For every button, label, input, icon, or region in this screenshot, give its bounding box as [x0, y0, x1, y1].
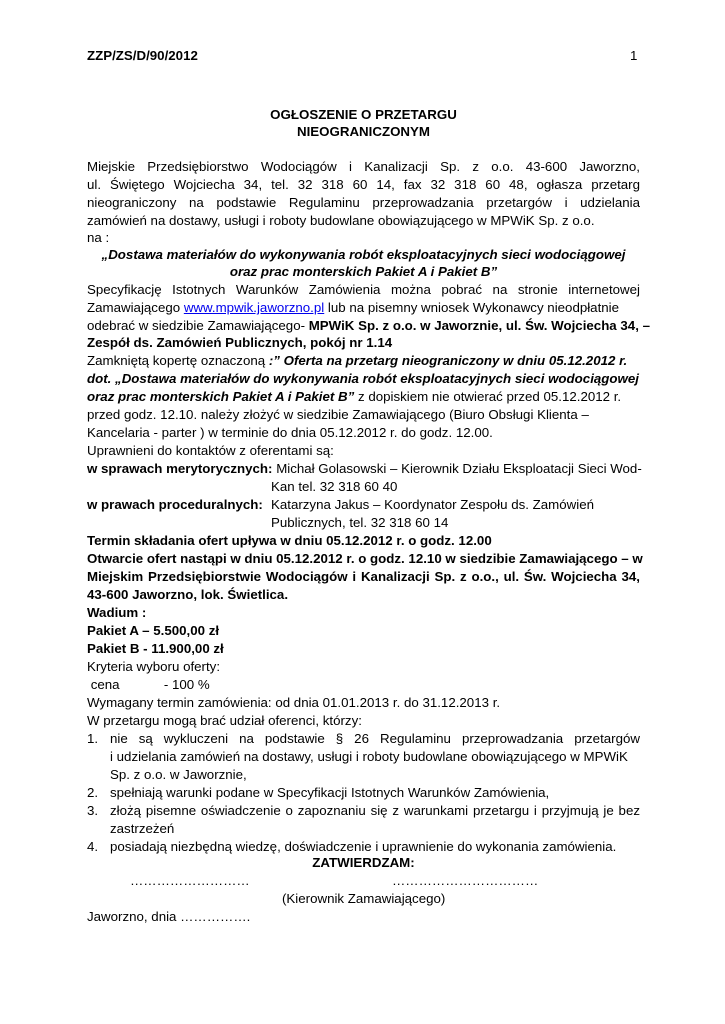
envelope-line: przed godz. 12.10. należy złożyć w siedzibie Zamawiającego (Biuro Obsługi Klienta –	[87, 407, 589, 422]
deadline: Termin składania ofert upływa w dniu 05.12.2012 r. o godz. 12.00	[87, 533, 492, 548]
website-link[interactable]: www.mpwik.jaworzno.pl	[183, 300, 325, 315]
contact-proc-cont: Publicznych, tel. 32 318 60 14	[271, 515, 449, 530]
signature-line-right: ……………………………	[392, 873, 539, 888]
place-date: Jaworzno, dnia …………….	[87, 909, 251, 924]
contacts-intro: Uprawnieni do kontaktów z oferentami są:	[87, 443, 334, 458]
subject-line: „Dostawa materiałów do wykonywania robót eksploatacyjnych sieci wodociągowej	[101, 247, 626, 262]
list-item: posiadają niezbędną wiedzę, doświadczenie i uprawnienie do wykonania zamówienia.	[110, 839, 617, 854]
intro-line: ul. Świętego Wojciecha 34, tel. 32 318 60 14, fax 32 318 60 48, ogłasza przetarg	[87, 177, 640, 192]
wadium-a: Pakiet A – 5.500,00 zł	[87, 623, 220, 638]
opening-line: 43-600 Jaworzno, lok. Świetlica.	[87, 587, 289, 602]
intro-line: na :	[87, 230, 110, 245]
approval-label: ZATWIERDZAM:	[312, 855, 415, 870]
spec-line: Zespół ds. Zamówień Publicznych, pokój nr 1.14	[87, 335, 393, 350]
list-number: 3.	[87, 803, 99, 818]
criteria-label: Kryteria wyboru oferty:	[87, 659, 221, 674]
conditions-intro: W przetargu mogą brać udział oferenci, którzy:	[87, 713, 362, 728]
contact-merit-cont: Kan tel. 32 318 60 40	[271, 479, 398, 494]
list-number: 2.	[87, 785, 99, 800]
spec-line: Specyfikację Istotnych Warunków Zamówienia można pobrać na stronie internetowej	[87, 282, 640, 297]
envelope-line: Kancelaria - parter ) w terminie do dnia 05.12.2012 r. do godz. 12.00.	[87, 425, 493, 440]
order-term: Wymagany termin zamówienia: od dnia 01.01.2013 r. do 31.12.2013 r.	[87, 695, 501, 710]
document-reference: ZZP/ZS/D/90/2012	[87, 48, 198, 63]
list-item: zastrzeżeń	[110, 821, 175, 836]
page-number: 1	[630, 48, 638, 63]
intro-line: Miejskie Przedsiębiorstwo Wodociągów i Kanalizacji Sp. z o.o. 43-600 Jaworzno,	[87, 159, 640, 174]
envelope-line: dot. „Dostawa materiałów do wykonywania robót eksploatacyjnych sieci wodociągowej	[87, 371, 639, 386]
opening-line: Otwarcie ofert nastąpi w dniu 05.12.2012 r. o godz. 12.10 w siedzibie Zamawiającego – w	[87, 551, 643, 566]
wadium-label: Wadium :	[87, 605, 147, 620]
envelope-line: oraz prac monterskich Pakiet A i Pakiet B” z dopiskiem nie otwierać przed 05.12.2012 r.	[87, 389, 622, 404]
opening-line: Miejskim Przedsiębiorstwie Wodociągów i Kanalizacji Sp. z o.o., ul. Św. Wojciecha 34,	[87, 569, 640, 584]
signatory-role: (Kierownik Zamawiającego)	[282, 891, 446, 906]
list-item: i udzielania zamówień na dostawy, usługi i roboty budowlane obowiązującego w MPWiK	[110, 749, 628, 764]
title-line-1: OGŁOSZENIE O PRZETARGU	[270, 107, 457, 122]
signature-line-left: ………………………	[130, 873, 250, 888]
title-line-2: NIEOGRANICZONYM	[297, 124, 430, 139]
list-number: 1.	[87, 731, 99, 746]
list-item: Sp. z o.o. w Jaworznie,	[110, 767, 247, 782]
spec-line: odebrać w siedzibie Zamawiającego- MPWiK Sp. z o.o. w Jaworznie, ul. Św. Wojciecha 34, –	[87, 318, 650, 333]
contact-proc: w prawach proceduralnych:	[87, 497, 263, 512]
contact-proc-name: Katarzyna Jakus – Koordynator Zespołu ds. Zamówień	[271, 497, 594, 512]
list-item: nie są wykluczeni na podstawie § 26 Regulaminu przeprowadzania przetargów	[110, 731, 640, 746]
list-number: 4.	[87, 839, 99, 854]
intro-line: nieograniczony na podstawie Regulaminu przeprowadzania przetargów i udzielania	[87, 195, 640, 210]
envelope-line: Zamkniętą kopertę oznaczoną :” Oferta na przetarg nieograniczony w dniu 05.12.2012 r.	[87, 353, 628, 368]
intro-line: zamówień na dostawy, usługi i roboty budowlane obowiązującego w MPWiK Sp. z o.o.	[87, 213, 595, 228]
criteria-price: cena - 100 %	[87, 677, 210, 692]
subject-line: oraz prac monterskich Pakiet A i Pakiet B”	[229, 264, 498, 279]
contact-merit: w sprawach merytorycznych: Michał Golasowski – Kierownik Działu Eksploatacji Sieci Wod-	[87, 461, 642, 476]
list-item: złożą pisemne oświadczenie o zapoznaniu się z warunkami przetargu i przyjmują je bez	[110, 803, 640, 818]
spec-line: Zamawiającego www.mpwik.jaworzno.pl lub na pisemny wniosek Wykonawcy nieodpłatnie	[87, 300, 620, 315]
list-item: spełniają warunki podane w Specyfikacji Istotnych Warunków Zamówienia,	[110, 785, 550, 800]
wadium-b: Pakiet B - 11.900,00 zł	[87, 641, 224, 656]
